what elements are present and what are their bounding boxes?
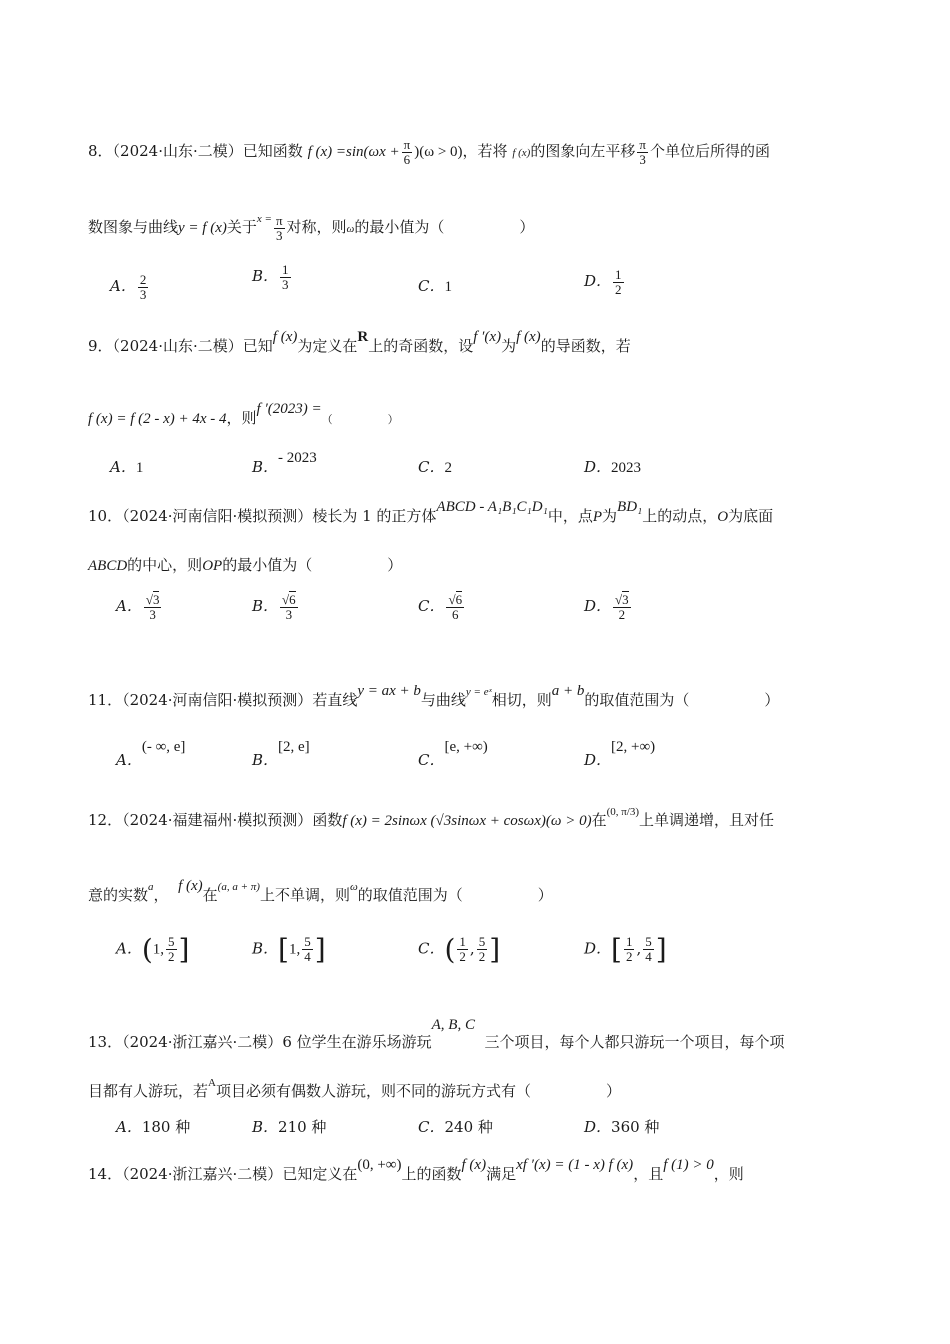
fraction: $\frac{\pi}{3}$ [639, 137, 646, 167]
question-12-options [0, 933, 950, 973]
question-source: （2024·山东·二模） [112, 142, 243, 161]
fraction: $\frac{2}{3}$ [139, 272, 147, 302]
question-11-options [0, 735, 950, 775]
question-10-line-1: 10．（2024·河南信阳·模拟预测）棱长为 1 的正方体ABCD - A₁B₁C₁D₁中，点P为BD₁上的动点，O为底面 [88, 499, 774, 525]
option-c[interactable]: C．2 [418, 458, 452, 476]
question-number: 8． [88, 142, 113, 161]
question-9-line-2: f (x) = f (2 - x) + 4x - 4，则f ′(2023) =（ ） [88, 401, 399, 427]
option-c[interactable]: C． $\frac{√6}{6}$ [418, 592, 463, 622]
option-c[interactable]: C．[e, +∞) [418, 739, 488, 769]
fraction: $\frac{\pi}{3}$ [275, 213, 283, 243]
option-a[interactable]: A．1 [110, 458, 144, 476]
option-c[interactable]: C．( $\frac{1}{2}$ , $\frac{5}{2}$ ] [418, 933, 501, 966]
fraction: $\frac{1}{3}$ [282, 262, 289, 292]
option-b[interactable]: B．- 2023 [252, 450, 317, 476]
option-d[interactable]: D． $\frac{1}{2}$ [584, 267, 622, 297]
option-a[interactable]: A．180 种 [116, 1118, 191, 1136]
question-9-options [0, 450, 950, 496]
option-b[interactable]: B． $\frac{√6}{3}$ [252, 592, 296, 622]
option-d[interactable]: D．[2, +∞) [584, 739, 656, 769]
question-11-line-1: 11．（2024·河南信阳·模拟预测）若直线y = ax + b与曲线$^{y = eˣ}$相切，则a + b的取值范围为（ ） [88, 683, 780, 709]
question-number: 13． [88, 1033, 123, 1051]
fraction: $\frac{√3}{2}$ [615, 592, 629, 622]
fraction: $\frac{√6}{6}$ [448, 592, 463, 622]
question-number: 9． [88, 337, 113, 355]
option-b[interactable]: B．210 种 [252, 1118, 327, 1136]
question-10-line-2: ABCD的中心，则OP的最小值为（ ） [88, 556, 403, 574]
question-source: （2024·河南信阳·模拟预测） [122, 507, 313, 525]
option-a[interactable]: A．(- ∞, e] [116, 739, 186, 769]
math-expression: f (x) [512, 147, 531, 160]
question-13-line-2: 目都有人游玩，若$^A$项目必须有偶数人游玩，则不同的游玩方式有（ ） [88, 1077, 621, 1100]
option-a[interactable]: A． $\frac{2}{3}$ [110, 272, 147, 302]
question-8-options [0, 263, 950, 303]
option-a[interactable]: A． $\frac{√3}{3}$ [116, 592, 160, 622]
option-b[interactable]: B． $\frac{1}{3}$ [252, 262, 289, 292]
question-9-line-1: 9．（2024·山东·二模）已知f (x)为定义在R上的奇函数，设f ′(x)为f (x)的导函数，若 [88, 329, 631, 355]
option-d[interactable]: D． $\frac{√3}{2}$ [584, 592, 629, 622]
option-a[interactable]: A．(1, $\frac{5}{2}$ ] [116, 933, 190, 966]
question-number: 10． [88, 507, 123, 525]
question-source: （2024·浙江嘉兴·二模） [122, 1165, 283, 1183]
option-c[interactable]: C．240 种 [418, 1118, 493, 1136]
math-expression: f (x) = f (2 - x) + 4x - 4 [88, 411, 227, 427]
question-source: （2024·浙江嘉兴·二模） [122, 1033, 283, 1051]
question-number: 11． [88, 691, 123, 709]
question-8-line-1: 8．（2024·山东·二模）已知函数 f (x) =sin(ωx + $\frac{\pi}{6}$ )(ω > 0)，若将 f (x)的图象向左平移 $\frac{\pi}{3}$ 个单位后所得的函 [88, 137, 770, 167]
question-number: 14． [88, 1165, 123, 1183]
question-12-line-1: 12．（2024·福建福州·模拟预测）函数f (x) = 2sinωx (√3sinωx + cosωx)(ω > 0)在$^{(0, \pi/3)}$上单调递增，且对任 [88, 806, 775, 829]
question-source: （2024·河南信阳·模拟预测） [122, 691, 313, 709]
option-b[interactable]: B．[2, e] [252, 739, 310, 769]
question-source: （2024·山东·二模） [112, 337, 243, 355]
fraction: $\frac{\pi}{6}$ [403, 137, 411, 167]
fraction: $\frac{√6}{3}$ [282, 592, 296, 622]
option-d[interactable]: D．[ $\frac{1}{2}$ , $\frac{5}{4}$ ] [584, 933, 667, 966]
question-number: 12． [88, 811, 123, 829]
question-13-line-1: 13．（2024·浙江嘉兴·二模）6 位学生在游乐场游玩A, B, C 三个项目，每个人都只游玩一个项目，每个项 [88, 1017, 785, 1051]
option-d[interactable]: D．2023 [584, 458, 642, 476]
fraction: $\frac{1}{2}$ [615, 267, 622, 297]
question-source: （2024·福建福州·模拟预测） [122, 811, 313, 829]
question-12-line-2: 意的实数$^a$， f (x)在$^{(a, a + \pi)}$上不单调，则$^\omega$的取值范围为（ ） [88, 878, 553, 904]
math-expression: f (x) =sin(ωx + [307, 144, 400, 161]
option-b[interactable]: B．[1, $\frac{5}{4}$ ] [252, 933, 326, 966]
question-8-line-2: 数图象与曲线y = f (x)关于$^{x =}$ $\frac{\pi}{3}$ 对称，则ω的最小值为（ ） [88, 213, 535, 243]
question-14-line-1: 14．（2024·浙江嘉兴·二模）已知定义在(0, +∞)上的函数f (x)满足xf ′(x) = (1 - x) f (x)，且f (1) > 0，则 [88, 1157, 744, 1183]
option-c[interactable]: C．1 [418, 277, 452, 295]
math-expression: y = f (x) [178, 220, 227, 237]
math-expression: f (x) = 2sinωx (√3sinωx + cosωx)(ω > 0) [342, 813, 592, 829]
question-13-options [0, 1116, 950, 1156]
option-d[interactable]: D．360 种 [584, 1118, 660, 1136]
fraction: $\frac{√3}{3}$ [145, 592, 160, 622]
question-10-options [0, 593, 950, 633]
